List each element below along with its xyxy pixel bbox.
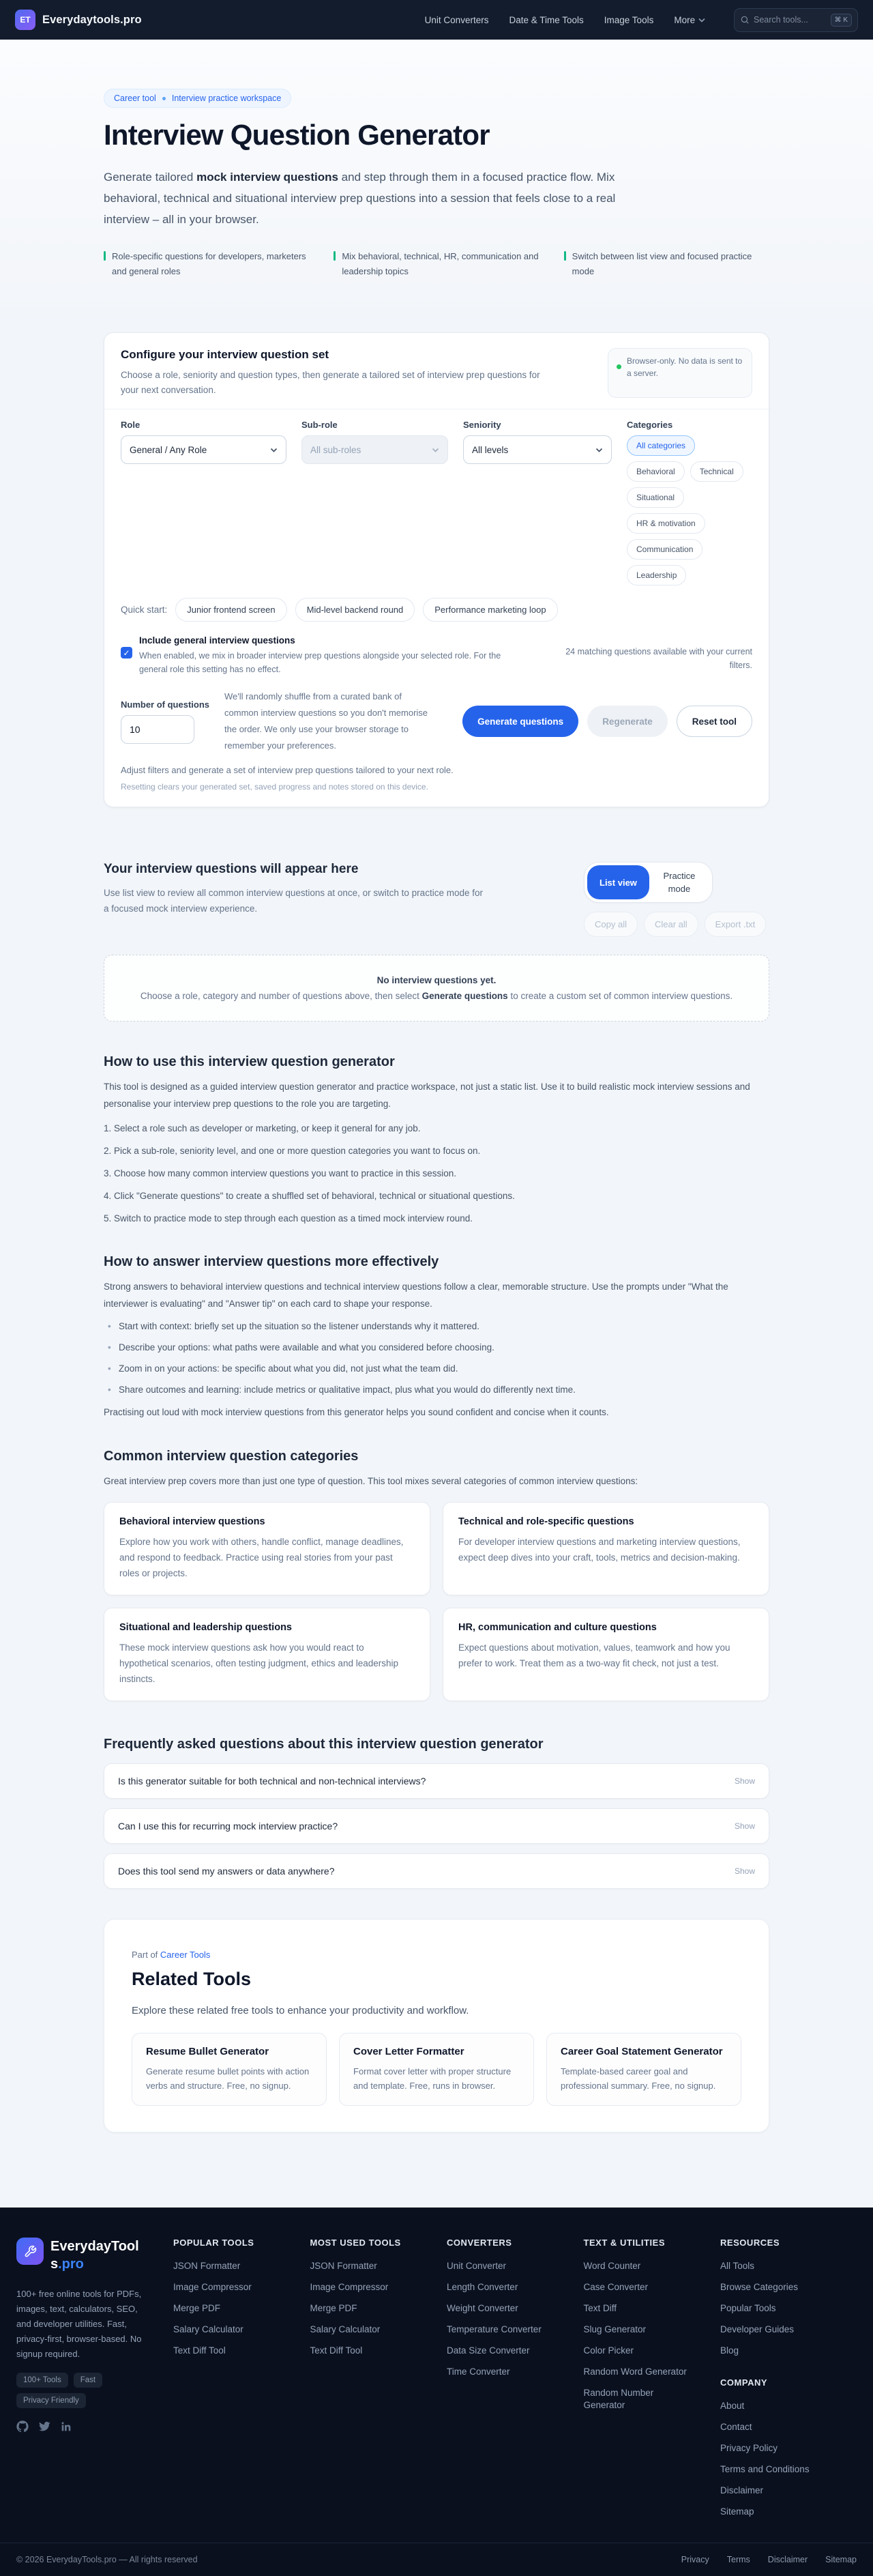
category-cards <box>104 1502 769 1701</box>
category-card-body: For developer interview questions and marketing interview questions, expect deep dives into your craft, tools, metrics and decision-making. <box>458 1537 741 1563</box>
tip-item: • Share outcomes and learning: include metrics or qualitative impact, plus what you would do differently next time. <box>104 1383 769 1397</box>
list-view-button[interactable]: List view <box>587 865 649 899</box>
footer-link[interactable]: Browse Categories <box>720 2282 799 2292</box>
category-chip[interactable]: HR & motivation <box>627 513 705 534</box>
configure-title: Configure your interview question set <box>121 348 329 361</box>
site-footer <box>0 2208 873 2543</box>
how-to-use-steps <box>104 1122 769 1226</box>
empty-state-title: No interview questions yet. <box>376 975 497 985</box>
search-box[interactable] <box>734 8 858 32</box>
answer-tips-list <box>104 1320 769 1397</box>
hero-section <box>104 40 769 279</box>
footer-link[interactable]: Developer Guides <box>720 2324 795 2334</box>
chevron-down-icon <box>595 448 603 452</box>
footer-description: 100+ free online tools for PDFs, images, text, calculators, SEO, and developer utilities. Fast, privacy-first, browser-based. No signup required. <box>16 2289 142 2359</box>
question-count-input[interactable] <box>121 715 194 744</box>
chevron-down-icon <box>432 448 439 452</box>
footer-link[interactable]: Slug Generator <box>583 2324 647 2334</box>
how-to-answer-intro: Strong answers to behavioral interview questions and technical interview questions follow a clear, memorable structure. Use the prompts under "What the interviewer is evaluating" and "Answer tip" on each card to shape your response. <box>104 1282 728 1309</box>
category-chip[interactable]: Leadership <box>627 565 686 585</box>
category-card <box>104 1608 430 1701</box>
faq-section <box>104 1737 769 1889</box>
results-action-button[interactable]: Clear all <box>644 912 698 937</box>
adjust-filters-note: Adjust filters and generate a set of interview prep questions tailored to your next role. <box>121 765 454 775</box>
how-to-use-title: How to use this interview question generator <box>104 1054 395 1069</box>
faq-question: Is this generator suitable for both technical and non-technical interviews? <box>118 1776 426 1786</box>
seniority-label: Seniority <box>463 420 501 430</box>
related-tools-intro: Explore these related free tools to enhance your productivity and workflow. <box>132 2005 469 2016</box>
footer-link[interactable]: Text Diff Tool <box>173 2345 226 2356</box>
footer-link[interactable]: Temperature Converter <box>447 2324 542 2334</box>
practice-mode-button[interactable]: Practice mode <box>663 871 696 894</box>
reset-tool-button[interactable]: Reset tool <box>677 706 752 737</box>
legal-link[interactable]: Sitemap <box>825 2555 857 2564</box>
hero-intro: Generate tailored mock interview questions and step through them in a focused practice flow. Mix behavioral, technical and situational interview prep questions into a session that feels close to a real interview – all in your browser. <box>104 171 616 226</box>
footer-link[interactable]: Disclaimer <box>720 2485 764 2495</box>
role-select[interactable]: General / Any Role <box>121 435 286 464</box>
legal-links <box>681 2555 857 2564</box>
footer-link[interactable]: Unit Converter <box>447 2261 507 2271</box>
subrole-label: Sub-role <box>301 420 338 430</box>
results-action-button[interactable]: Copy all <box>584 912 638 937</box>
wrench-icon <box>24 2245 37 2258</box>
feature-marker-icon <box>104 251 106 261</box>
results-subtitle: Use list view to review all common interview questions at once, or switch to practice mode for a focused mock interview experience. <box>104 888 483 914</box>
chevron-down-icon <box>698 18 705 23</box>
feature-item: Mix behavioral, technical, HR, communication and leadership topics <box>334 249 539 279</box>
footer-link[interactable]: Length Converter <box>447 2282 518 2292</box>
category-card-title: Technical and role-specific questions <box>458 1516 634 1527</box>
category-card-body: Expect questions about motivation, values, teamwork and how you prefer to work. Treat them as a two-way fit check, not just a test. <box>458 1642 730 1668</box>
category-chip[interactable]: Communication <box>627 539 702 560</box>
tip-item: • Describe your options: what paths were available and what you considered before choosing. <box>104 1341 769 1355</box>
tip-item: • Start with context: briefly set up the situation so the listener understands why it mattered. <box>104 1320 769 1333</box>
copyright: © 2026 EverydayTools.pro — All rights reserved <box>16 2555 198 2564</box>
how-to-use-intro: This tool is designed as a guided interview question generator and practice workspace, not just a static list. Use it to build realistic mock interview sessions and personalise your interview prep questions to the role you are targeting. <box>104 1082 750 1109</box>
step-item: 3. Choose how many common interview questions you want to practice in this session. <box>104 1168 457 1178</box>
how-to-answer-outro: Practising out loud with mock interview questions from this generator helps you sound confident and concise when it counts. <box>104 1407 609 1417</box>
site-header <box>0 0 873 40</box>
categories-section <box>104 1449 769 1701</box>
step-item: 2. Pick a sub-role, seniority level, and one or more question categories you want to focus on. <box>104 1146 481 1156</box>
related-tool-body: Template-based career goal and professional summary. Free, no signup. <box>561 2066 716 2091</box>
footer-link[interactable]: Random Word Generator <box>583 2367 687 2377</box>
footer-text-utilities-column: TEXT & UTILITIES Word Counter Case Converter Text Diff Slug Generator Color Picker Random Word Generator Random Number Generator <box>583 2238 687 2410</box>
badge-dot-icon <box>162 97 166 100</box>
footer-link[interactable]: Merge PDF <box>310 2303 357 2313</box>
legal-link[interactable]: Disclaimer <box>767 2555 808 2564</box>
footer-link[interactable]: Image Compressor <box>310 2282 389 2292</box>
footer-brand-column <box>16 2238 146 2518</box>
related-tool-card[interactable] <box>339 2033 534 2106</box>
quick-start-preset[interactable]: Mid-level backend round <box>295 598 415 622</box>
include-general-checkbox[interactable]: ✓ <box>121 647 132 659</box>
linkedin-link[interactable] <box>60 2420 72 2433</box>
faq-title: Frequently asked questions about this interview question generator <box>104 1737 544 1752</box>
related-tool-title: Career Goal Statement Generator <box>561 2046 723 2057</box>
related-tools-card <box>104 1919 769 2132</box>
role-label: Role <box>121 420 140 430</box>
footer-link[interactable]: Contact <box>720 2422 752 2432</box>
footer-link[interactable]: Image Compressor <box>173 2282 252 2292</box>
footer-resources-column: RESOURCES All Tools Browse Categories Popular Tools Developer Guides Blog <box>720 2238 799 2356</box>
career-tools-link[interactable]: Career Tools <box>160 1950 211 1960</box>
linkedin-icon <box>60 2420 72 2433</box>
category-chips <box>627 435 752 585</box>
related-tool-body: Format cover letter with proper structure and template. Free, runs in browser. <box>353 2066 512 2091</box>
chevron-down-icon <box>270 448 278 452</box>
footer-company-column: COMPANY About Contact Privacy Policy Terms and Conditions Disclaimer Sitemap <box>720 2377 810 2517</box>
footer-link[interactable]: Text Diff <box>583 2303 617 2313</box>
footer-badges <box>16 2373 146 2408</box>
step-item: 4. Click "Generate questions" to create a shuffled set of behavioral, technical or situational questions. <box>104 1191 515 1201</box>
related-tool-body: Generate resume bullet points with action verbs and structure. Free, no signup. <box>146 2066 310 2091</box>
footer-most-used-column: MOST USED TOOLS JSON Formatter Image Compressor Merge PDF Salary Calculator Text Diff Tool <box>310 2238 401 2356</box>
badge-category: Career tool <box>114 93 156 103</box>
results-action-button[interactable]: Export .txt <box>705 912 767 937</box>
nav-link[interactable]: Image Tools <box>604 14 654 25</box>
footer-link[interactable]: Case Converter <box>583 2282 649 2292</box>
github-icon <box>16 2420 29 2433</box>
search-input[interactable] <box>754 15 815 25</box>
feature-item: Switch between list view and focused practice mode <box>564 249 769 279</box>
related-tools-title: Related Tools <box>132 1969 252 1989</box>
footer-link[interactable]: Blog <box>720 2345 739 2356</box>
step-item: 1. Select a role such as developer or marketing, or keep it general for any job. <box>104 1123 421 1133</box>
feature-marker-icon <box>334 251 336 261</box>
github-link[interactable] <box>16 2420 29 2433</box>
quick-start-label: Quick start: <box>121 605 168 615</box>
footer-link[interactable]: Time Converter <box>447 2367 510 2377</box>
bottom-bar <box>0 2543 873 2576</box>
subrole-select[interactable]: All sub-roles <box>301 435 448 464</box>
footer-brand-name: EverydayTools.pro <box>50 2239 139 2272</box>
tip-item: • Zoom in on your actions: be specific about what you did, not just what the team did. <box>104 1362 769 1376</box>
category-card-body: These mock interview questions ask how you would react to hypothetical scenarios, often testing judgment, ethics and leadership instincts. <box>119 1642 399 1684</box>
faq-question: Does this tool send my answers or data anywhere? <box>118 1866 335 1877</box>
footer-link[interactable]: All Tools <box>720 2261 755 2271</box>
footer-link[interactable]: Color Picker <box>583 2345 634 2356</box>
view-toggle <box>584 862 713 903</box>
faq-show-button[interactable]: Show <box>734 1776 755 1786</box>
footer-badge: 100+ Tools <box>16 2373 68 2388</box>
configure-subtitle: Choose a role, seniority and question types, then generate a tailored set of interview prep questions for your next conversation. <box>121 370 540 395</box>
search-icon <box>740 15 750 25</box>
category-chip[interactable]: Behavioral <box>627 461 685 482</box>
shuffle-note: We'll randomly shuffle from a curated bank of common interview questions so you don't memorise the order. We only use your browser storage to remember your preferences. <box>224 691 428 751</box>
category-chip[interactable]: Situational <box>627 487 684 508</box>
reset-warning-note: Resetting clears your generated set, saved progress and notes stored on this device. <box>121 782 428 792</box>
footer-link[interactable]: Word Counter <box>583 2261 641 2271</box>
how-to-use-section <box>104 1054 769 1226</box>
category-card-title: Situational and leadership questions <box>119 1622 292 1633</box>
page-title: Interview Question Generator <box>104 119 490 151</box>
hero-features <box>104 249 769 279</box>
faq-row[interactable] <box>104 1808 769 1844</box>
regenerate-button[interactable]: Regenerate <box>587 706 668 737</box>
seniority-select[interactable]: All levels <box>463 435 612 464</box>
faq-row[interactable] <box>104 1853 769 1889</box>
faq-show-button[interactable]: Show <box>734 1821 755 1831</box>
footer-link[interactable]: JSON Formatter <box>173 2261 241 2271</box>
footer-link[interactable]: Privacy Policy <box>720 2443 778 2453</box>
empty-state-body: Choose a role, category and number of questions above, then select Generate questions to create a custom set of common interview questions. <box>140 991 733 1001</box>
breadcrumb-badge <box>104 89 291 108</box>
category-card <box>104 1502 430 1595</box>
badge-subcategory: Interview practice workspace <box>171 93 282 103</box>
search-shortcut-badge: ⌘ K <box>831 14 852 27</box>
generate-questions-button[interactable]: Generate questions <box>462 706 578 737</box>
footer-logo <box>16 2238 44 2265</box>
main-nav <box>425 15 705 25</box>
empty-state <box>104 955 769 1022</box>
category-card-title: Behavioral interview questions <box>119 1516 265 1527</box>
footer-badge: Privacy Friendly <box>16 2393 86 2408</box>
footer-resources-company-column <box>720 2238 857 2518</box>
footer-link[interactable]: Weight Converter <box>447 2303 518 2313</box>
twitter-icon <box>38 2420 50 2433</box>
category-chip[interactable]: All categories <box>627 435 695 456</box>
brand[interactable] <box>15 10 142 30</box>
matching-count-note: 24 matching questions available with your current filters. <box>565 647 752 670</box>
footer-link[interactable]: JSON Formatter <box>310 2261 377 2271</box>
related-tool-card[interactable] <box>546 2033 741 2106</box>
footer-link[interactable]: Data Size Converter <box>447 2345 530 2356</box>
category-card <box>443 1608 769 1701</box>
nav-link[interactable]: Unit Converters <box>424 14 489 25</box>
configure-card <box>104 332 769 807</box>
footer-converters-column: CONVERTERS Unit Converter Length Converter Weight Converter Temperature Converter Data Size Converter Time Converter <box>447 2238 542 2377</box>
related-tool-title: Resume Bullet Generator <box>146 2046 269 2057</box>
related-tool-card[interactable] <box>132 2033 327 2106</box>
footer-link[interactable]: About <box>720 2401 745 2411</box>
footer-link[interactable]: Salary Calculator <box>173 2324 243 2334</box>
include-general-label: Include general interview questions <box>139 635 295 646</box>
results-section <box>104 862 769 1022</box>
nav-more[interactable]: More <box>674 15 705 25</box>
faq-row[interactable] <box>104 1763 769 1799</box>
feature-item: Role-specific questions for developers, marketers and general roles <box>104 249 309 279</box>
footer-link[interactable]: Random Number Generator <box>583 2388 654 2410</box>
feature-marker-icon <box>564 251 566 261</box>
part-of-breadcrumb: Part of Career Tools <box>132 1950 211 1960</box>
twitter-link[interactable] <box>38 2420 50 2433</box>
footer-link[interactable]: Terms and Conditions <box>720 2464 810 2474</box>
related-tool-title: Cover Letter Formatter <box>353 2046 464 2057</box>
categories-title: Common interview question categories <box>104 1449 359 1464</box>
question-count-label: Number of questions <box>121 699 210 710</box>
faq-question: Can I use this for recurring mock interview practice? <box>118 1821 338 1832</box>
legal-link[interactable]: Terms <box>726 2555 750 2564</box>
footer-link[interactable]: Sitemap <box>720 2506 754 2517</box>
categories-label: Categories <box>627 420 673 430</box>
brand-logo: ET <box>15 10 35 30</box>
results-title: Your interview questions will appear here <box>104 862 359 876</box>
category-card-body: Explore how you work with others, handle conflict, manage deadlines, and respond to feedback. Practice using real stories from your past roles or projects. <box>119 1537 404 1578</box>
brand-name: Everydaytools.pro <box>42 13 142 26</box>
category-card <box>443 1502 769 1595</box>
category-card-title: HR, communication and culture questions <box>458 1622 657 1633</box>
legal-link[interactable]: Privacy <box>681 2555 709 2564</box>
related-tools-grid <box>132 2033 741 2106</box>
footer-badge: Fast <box>74 2373 102 2388</box>
quick-start-preset[interactable]: Junior frontend screen <box>175 598 286 622</box>
faq-show-button[interactable]: Show <box>734 1866 755 1876</box>
green-dot-icon <box>617 364 621 369</box>
category-chip[interactable]: Technical <box>690 461 743 482</box>
categories-intro: Great interview prep covers more than just one type of question. This tool mixes several categories of common interview questions: <box>104 1476 638 1486</box>
how-to-answer-section <box>104 1254 769 1420</box>
faq-list <box>104 1763 769 1889</box>
quick-start-preset[interactable]: Performance marketing loop <box>423 598 557 622</box>
nav-link[interactable]: Date & Time Tools <box>509 14 584 25</box>
footer-link[interactable]: Salary Calculator <box>310 2324 381 2334</box>
how-to-answer-title: How to answer interview questions more effectively <box>104 1254 439 1269</box>
footer-link[interactable]: Text Diff Tool <box>310 2345 363 2356</box>
footer-link[interactable]: Merge PDF <box>173 2303 221 2313</box>
include-general-description: When enabled, we mix in broader interview prep questions alongside your selected role. For the general role this setting has no effect. <box>139 651 501 674</box>
privacy-note: Browser-only. No data is sent to a server. <box>608 348 752 398</box>
footer-popular-tools-column: POPULAR TOOLS JSON Formatter Image Compressor Merge PDF Salary Calculator Text Diff Tool <box>173 2238 254 2356</box>
step-item: 5. Switch to practice mode to step through each question as a timed mock interview round. <box>104 1213 473 1224</box>
footer-link[interactable]: Popular Tools <box>720 2303 776 2313</box>
